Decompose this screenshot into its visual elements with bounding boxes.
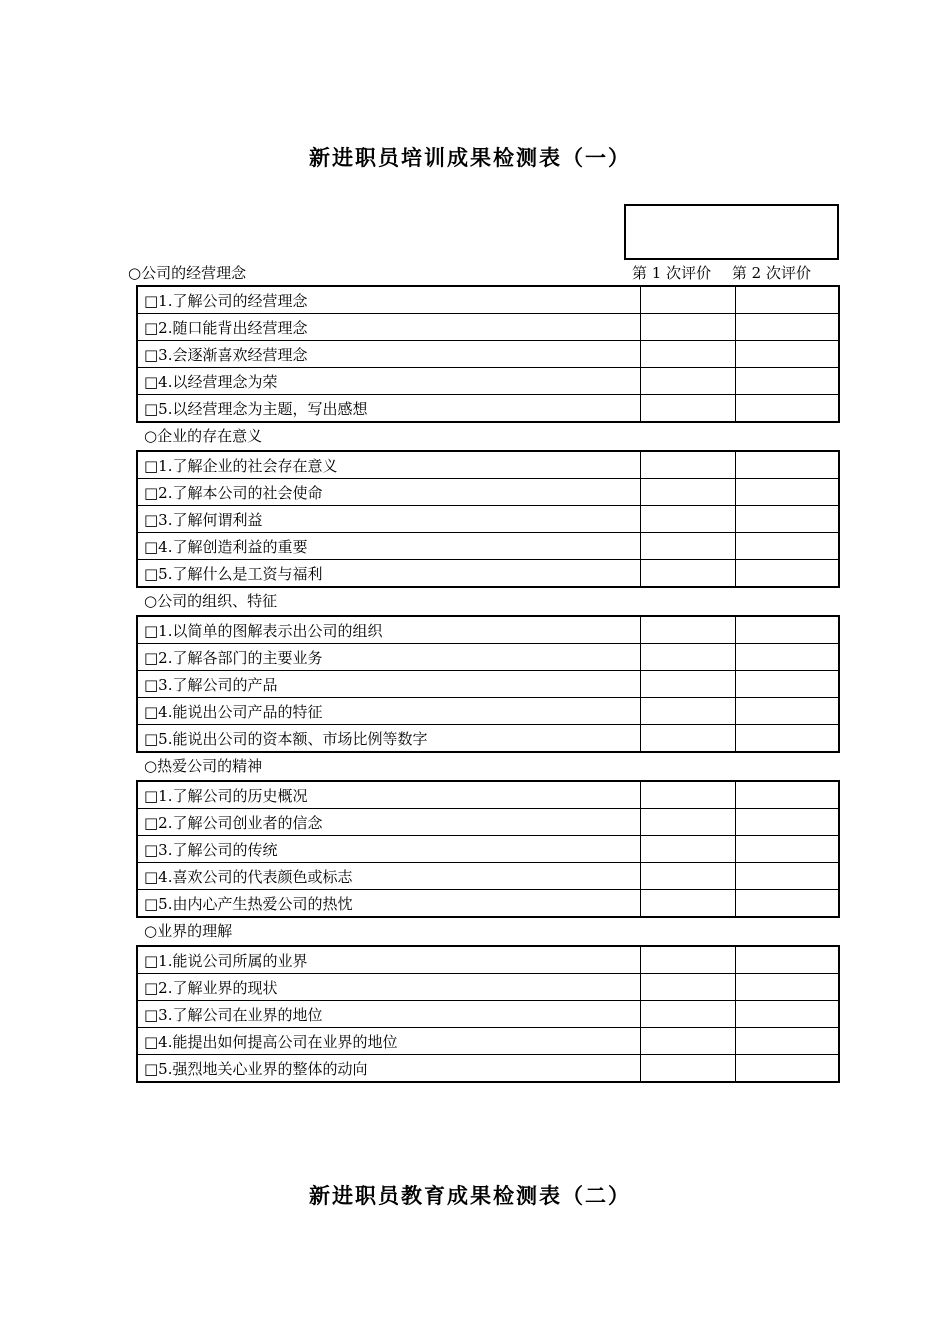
first-evaluation-cell[interactable]	[641, 395, 736, 423]
table-row	[137, 451, 839, 479]
first-evaluation-cell[interactable]	[641, 781, 736, 809]
table-row	[137, 863, 839, 890]
table-row	[137, 506, 839, 533]
table-row	[137, 644, 839, 671]
table-row	[137, 479, 839, 506]
first-evaluation-cell[interactable]	[641, 671, 736, 698]
table-row	[137, 1028, 839, 1055]
table-row	[137, 616, 839, 644]
section-heading: ○业界的理解	[144, 922, 233, 940]
section-heading: ○热爱公司的精神	[144, 757, 263, 775]
checklist-item: □3.了解公司在业界的地位	[137, 1001, 641, 1028]
checklist-item: □2.随口能背出经营理念	[137, 314, 641, 341]
checklist-table	[136, 615, 840, 753]
checklist-item: □4.了解创造利益的重要	[137, 533, 641, 560]
section-heading: ○企业的存在意义	[144, 427, 263, 445]
checklist-item: □5.由内心产生热爱公司的热忱	[137, 890, 641, 918]
column-headers	[632, 262, 811, 283]
first-evaluation-cell[interactable]	[641, 286, 736, 314]
first-evaluation-cell[interactable]	[641, 1001, 736, 1028]
first-evaluation-cell[interactable]	[641, 506, 736, 533]
table-row	[137, 946, 839, 974]
second-evaluation-cell[interactable]	[736, 368, 840, 395]
table-row	[137, 395, 839, 423]
checklist-item: □4.能提出如何提高公司在业界的地位	[137, 1028, 641, 1055]
form-title-1: 新进职员培训成果检测表（一）	[309, 145, 631, 170]
checklist-item: □2.了解公司创业者的信念	[137, 809, 641, 836]
table-row	[137, 781, 839, 809]
first-evaluation-cell[interactable]	[641, 1028, 736, 1055]
table-row	[137, 698, 839, 725]
checklist-content	[136, 285, 840, 1083]
first-evaluation-cell[interactable]	[641, 836, 736, 863]
checklist-table	[136, 780, 840, 918]
checklist-item: □2.了解业界的现状	[137, 974, 641, 1001]
checklist-item: □5.能说出公司的资本额、市场比例等数字	[137, 725, 641, 753]
second-evaluation-cell[interactable]	[736, 671, 840, 698]
first-evaluation-cell[interactable]	[641, 725, 736, 753]
checklist-item: □1.了解企业的社会存在意义	[137, 451, 641, 479]
second-evaluation-cell[interactable]	[736, 395, 840, 423]
checklist-item: □1.了解公司的经营理念	[137, 286, 641, 314]
first-evaluation-cell[interactable]	[641, 644, 736, 671]
table-row	[137, 809, 839, 836]
table-row	[137, 341, 839, 368]
second-evaluation-cell[interactable]	[736, 314, 840, 341]
checklist-table	[136, 945, 840, 1083]
table-row	[137, 1001, 839, 1028]
checklist-item: □4.喜欢公司的代表颜色或标志	[137, 863, 641, 890]
first-evaluation-cell[interactable]	[641, 560, 736, 588]
second-evaluation-cell[interactable]	[736, 890, 840, 918]
second-evaluation-cell[interactable]	[736, 479, 840, 506]
first-evaluation-cell[interactable]	[641, 974, 736, 1001]
table-row	[137, 1055, 839, 1083]
first-evaluation-cell[interactable]	[641, 368, 736, 395]
table-row	[137, 560, 839, 588]
first-evaluation-cell[interactable]	[641, 698, 736, 725]
first-evaluation-cell[interactable]	[641, 809, 736, 836]
first-evaluation-cell[interactable]	[641, 863, 736, 890]
checklist-item: □5.了解什么是工资与福利	[137, 560, 641, 588]
checklist-item: □1.以简单的图解表示出公司的组织	[137, 616, 641, 644]
second-evaluation-cell[interactable]	[736, 533, 840, 560]
checklist-item: □3.了解公司的产品	[137, 671, 641, 698]
checklist-item: □2.了解各部门的主要业务	[137, 644, 641, 671]
first-evaluation-cell[interactable]	[641, 946, 736, 974]
table-row	[137, 533, 839, 560]
second-evaluation-cell[interactable]	[736, 644, 840, 671]
second-evaluation-cell[interactable]	[736, 1001, 840, 1028]
second-evaluation-cell[interactable]	[736, 698, 840, 725]
score-box[interactable]	[624, 204, 839, 260]
checklist-table	[136, 285, 840, 423]
table-row	[137, 671, 839, 698]
second-evaluation-cell[interactable]	[736, 725, 840, 753]
second-evaluation-cell[interactable]	[736, 946, 840, 974]
first-evaluation-cell[interactable]	[641, 451, 736, 479]
second-evaluation-cell[interactable]	[736, 781, 840, 809]
first-evaluation-cell[interactable]	[641, 616, 736, 644]
table-row	[137, 286, 839, 314]
second-evaluation-cell[interactable]	[736, 1055, 840, 1083]
column-header-first-evaluation: 第 1 次评价	[632, 264, 712, 282]
second-evaluation-cell[interactable]	[736, 451, 840, 479]
checklist-item: □2.了解本公司的社会使命	[137, 479, 641, 506]
checklist-item: □5.强烈地关心业界的整体的动向	[137, 1055, 641, 1083]
table-row	[137, 836, 839, 863]
table-row	[137, 725, 839, 753]
second-evaluation-cell[interactable]	[736, 836, 840, 863]
checklist-item: □4.能说出公司产品的特征	[137, 698, 641, 725]
column-header-second-evaluation: 第 2 次评价	[731, 264, 811, 282]
checklist-item: □3.了解公司的传统	[137, 836, 641, 863]
table-row	[137, 974, 839, 1001]
checklist-item: □1.了解公司的历史概况	[137, 781, 641, 809]
table-row	[137, 368, 839, 395]
checklist-item: □1.能说公司所属的业界	[137, 946, 641, 974]
second-evaluation-cell[interactable]	[736, 863, 840, 890]
second-evaluation-cell[interactable]	[736, 809, 840, 836]
first-evaluation-cell[interactable]	[641, 1055, 736, 1083]
first-evaluation-cell[interactable]	[641, 533, 736, 560]
checklist-item: □3.了解何谓利益	[137, 506, 641, 533]
second-evaluation-cell[interactable]	[736, 1028, 840, 1055]
checklist-item: □3.会逐渐喜欢经营理念	[137, 341, 641, 368]
second-evaluation-cell[interactable]	[736, 506, 840, 533]
checklist-table	[136, 450, 840, 588]
section-heading: ○公司的经营理念	[128, 264, 247, 282]
second-evaluation-cell[interactable]	[736, 560, 840, 588]
table-row	[137, 890, 839, 918]
first-evaluation-cell[interactable]	[641, 890, 736, 918]
checklist-item: □5.以经营理念为主题，写出感想	[137, 395, 641, 423]
checklist-item: □4.以经营理念为荣	[137, 368, 641, 395]
first-evaluation-cell[interactable]	[641, 314, 736, 341]
second-evaluation-cell[interactable]	[736, 341, 840, 368]
first-evaluation-cell[interactable]	[641, 341, 736, 368]
section-heading: ○公司的组织、特征	[144, 592, 278, 610]
second-evaluation-cell[interactable]	[736, 286, 840, 314]
form-title-2: 新进职员教育成果检测表（二）	[309, 1183, 631, 1208]
second-evaluation-cell[interactable]	[736, 974, 840, 1001]
first-evaluation-cell[interactable]	[641, 479, 736, 506]
second-evaluation-cell[interactable]	[736, 616, 840, 644]
table-row	[137, 314, 839, 341]
